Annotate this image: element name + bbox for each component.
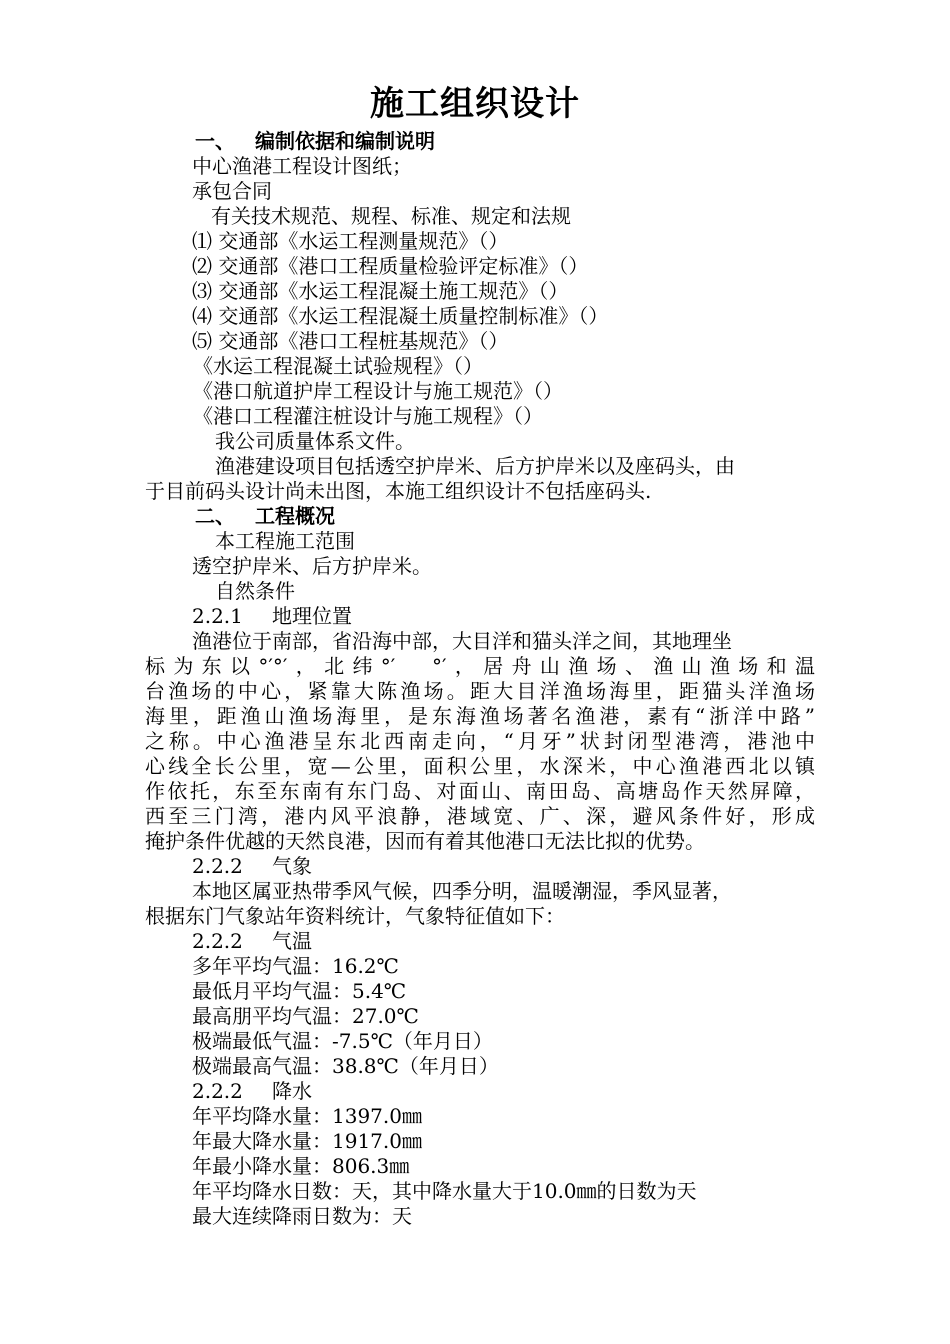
rainfall-item-3: 年最小降水量：806.3㎜ <box>192 1154 410 1178</box>
section-2-title: 工程概况 <box>255 504 335 528</box>
section-2-number: 二、 <box>195 504 235 528</box>
climate-number: 2.2.2 <box>192 854 243 878</box>
geo-line-5: 之称。中心渔港呈东北西南走向，“月牙”状封闭型港湾，港池中 <box>145 729 815 753</box>
scope-text: 透空护岸米、后方护岸米。 <box>192 554 432 578</box>
geo-line-6: 心线全长公里，宽—公里，面积公里，水深米，中心渔港西北以镇 <box>145 754 815 778</box>
document-title: 施工组织设计 <box>370 84 580 124</box>
temperature-item-4: 极端最低气温：-7.5℃（年月日） <box>192 1029 493 1053</box>
standard-item-8: 《港口工程灌注桩设计与施工规程》（） <box>193 404 543 428</box>
geo-subheading <box>192 604 352 629</box>
rainfall-item-1: 年平均降水量：1397.0㎜ <box>192 1104 422 1128</box>
temperature-subheading <box>192 929 312 954</box>
basis-line-1: 中心渔港工程设计图纸； <box>192 154 412 178</box>
standard-item-3: ⑶ 交通部《水运工程混凝土施工规范》（） <box>192 279 569 303</box>
temperature-item-3: 最高朋平均气温：27.0℃ <box>192 1004 419 1028</box>
temperature-item-2: 最低月平均气温：5.4℃ <box>192 979 407 1003</box>
basis-line-company: 我公司质量体系文件。 <box>215 429 415 453</box>
geo-paragraph <box>145 629 815 854</box>
scope-title: 本工程施工范围 <box>215 529 355 553</box>
rainfall-number: 2.2.2 <box>192 1079 243 1103</box>
standard-item-7: 《港口航道护岸工程设计与施工规范》（） <box>193 379 563 403</box>
rainfall-subheading <box>192 1079 312 1104</box>
scope-paragraph-line-2: 于目前码头设计尚未出图，本施工组织设计不包括座码头. <box>145 479 652 503</box>
geo-line-8: 西至三门湾，港内风平浪静，港域宽、广、深，避风条件好，形成 <box>145 804 815 828</box>
temperature-item-1: 多年平均气温：16.2℃ <box>192 954 399 978</box>
rainfall-label: 降水 <box>272 1079 312 1103</box>
standard-item-6: 《水运工程混凝土试验规程》（） <box>193 354 483 378</box>
basis-line-2: 承包合同 <box>192 179 272 203</box>
geo-line-3: 台渔场的中心，紧靠大陈渔场。距大目洋渔场海里，距猫头洋渔场 <box>145 679 815 703</box>
section-1-heading <box>195 129 435 154</box>
standard-item-5: ⑸ 交通部《港口工程桩基规范》（） <box>192 329 509 353</box>
temperature-label: 气温 <box>272 929 312 953</box>
climate-label: 气象 <box>272 854 312 878</box>
climate-subheading <box>192 854 312 879</box>
scope-paragraph-line-1: 渔港建设项目包括透空护岸米、后方护岸米以及座码头，由 <box>215 454 735 478</box>
section-2-heading <box>195 504 335 529</box>
temperature-item-5: 极端最高气温：38.8℃（年月日） <box>192 1054 499 1078</box>
section-1-number: 一、 <box>195 129 235 153</box>
basis-line-3: 有关技术规范、规程、标准、规定和法规 <box>211 204 571 228</box>
geo-number: 2.2.1 <box>192 604 243 628</box>
temperature-number: 2.2.2 <box>192 929 243 953</box>
standard-item-2: ⑵ 交通部《港口工程质量检验评定标准》（） <box>192 254 589 278</box>
rainfall-item-5: 最大连续降雨日数为：天 <box>192 1204 412 1228</box>
natural-conditions-title: 自然条件 <box>215 579 295 603</box>
rainfall-item-4: 年平均降水日数：天，其中降水量大于10.0㎜的日数为天 <box>192 1179 697 1203</box>
geo-line-2: 标为东以°′°′，北纬°′ °′，居舟山渔场、渔山渔场和温 <box>145 654 815 678</box>
standard-item-4: ⑷ 交通部《水运工程混凝土质量控制标准》（） <box>192 304 609 328</box>
geo-line-9: 掩护条件优越的天然良港，因而有着其他港口无法比拟的优势。 <box>145 829 705 853</box>
climate-line-1: 本地区属亚热带季风气候，四季分明，温暖潮湿，季风显著， <box>192 879 732 903</box>
climate-line-2: 根据东门气象站年资料统计，气象特征值如下： <box>145 904 565 928</box>
section-1-title: 编制依据和编制说明 <box>255 129 435 153</box>
geo-label: 地理位置 <box>272 604 352 628</box>
geo-line-4: 海里，距渔山渔场海里，是东海渔场著名渔港，素有“浙洋中路” <box>145 704 815 728</box>
rainfall-item-2: 年最大降水量：1917.0㎜ <box>192 1129 422 1153</box>
standard-item-1: ⑴ 交通部《水运工程测量规范》（） <box>192 229 509 253</box>
geo-line-1: 渔港位于南部，省沿海中部，大目洋和猫头洋之间，其地理坐 <box>192 629 732 653</box>
geo-line-7: 作依托，东至东南有东门岛、对面山、南田岛、高塘岛作天然屏障， <box>145 779 815 803</box>
